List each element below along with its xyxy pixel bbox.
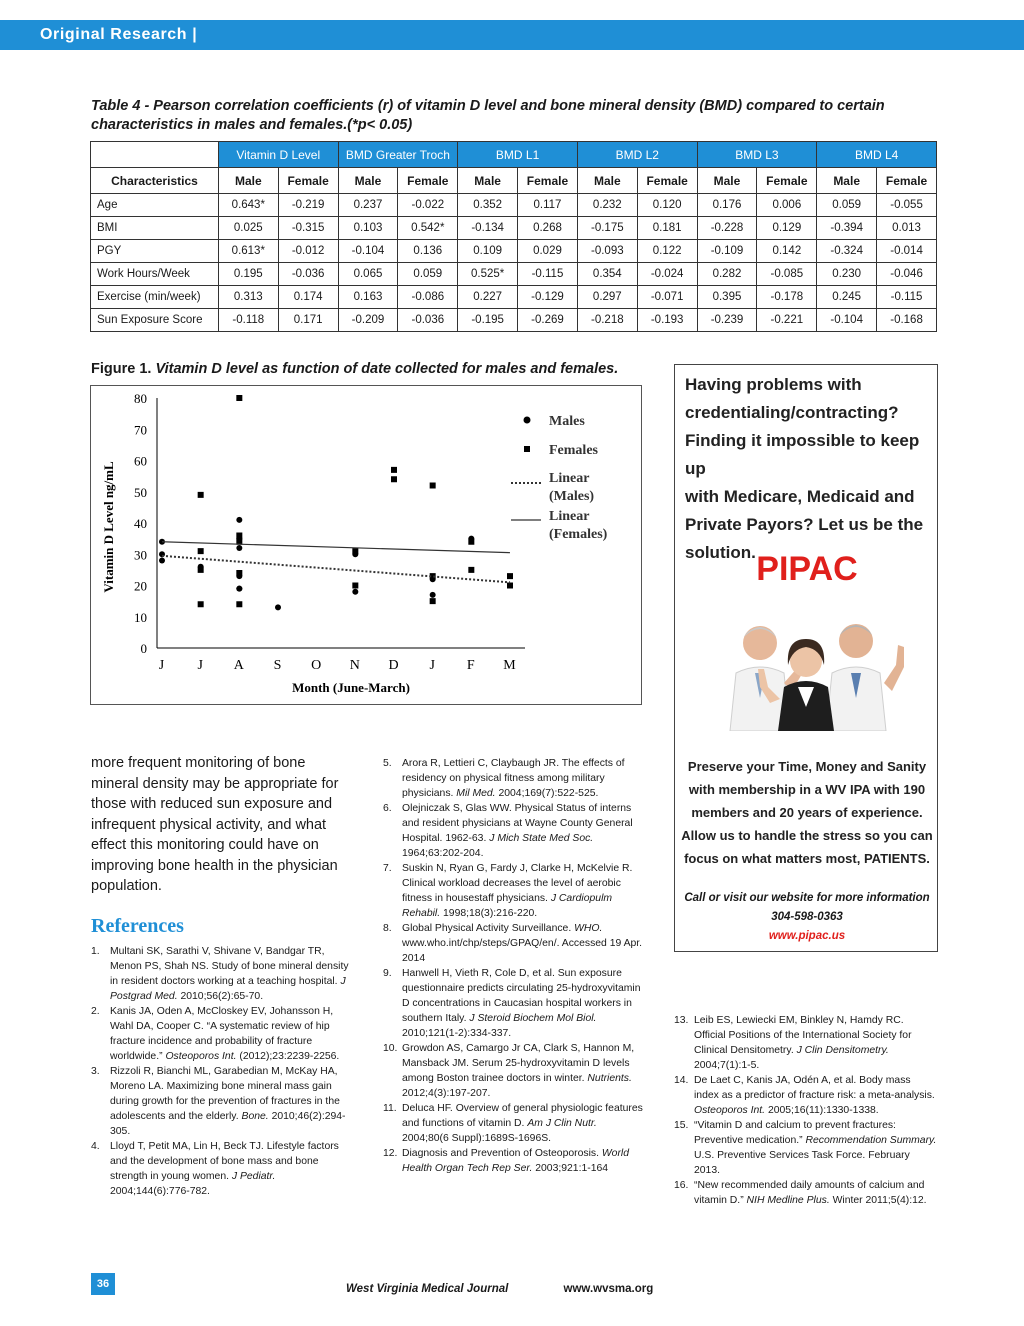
- table-cell: 0.013: [877, 217, 937, 240]
- reference-journal: J Clin Densitometry.: [796, 1045, 889, 1056]
- data-point-female: [507, 583, 513, 589]
- table-cell: 0.103: [338, 217, 398, 240]
- reference-item: [91, 1064, 353, 1139]
- data-point-female: [198, 601, 204, 607]
- table-cell: -0.239: [697, 309, 757, 332]
- group-header: BMD L1: [458, 142, 578, 168]
- reference-text: Olejniczak S, Glas WW. Physical Status of interns and resident physicians at Wayne County General Hospital. 1962-63.: [402, 803, 633, 844]
- ad-body: [681, 755, 933, 870]
- reference-citation: 2004;144(6):776-782.: [110, 1186, 210, 1197]
- y-tick-label: 70: [134, 422, 147, 438]
- table-cell: -0.394: [817, 217, 877, 240]
- table-cell: 0.352: [458, 194, 518, 217]
- data-point-female: [507, 573, 513, 579]
- reference-number: 5.: [383, 758, 392, 769]
- table-cell: -0.036: [278, 263, 338, 286]
- data-point-male: [352, 589, 358, 595]
- ad-headline-line: Having problems with: [685, 375, 862, 394]
- table-subheader-row: [91, 168, 937, 194]
- body-text: more frequent monitoring of bone mineral density may be appropriate for those with reduced sun exposure and infrequent physical activity, and what effect this monitoring could have on improving bone health in the physician population.: [91, 755, 339, 894]
- reference-number: 12.: [383, 1148, 398, 1159]
- table-cell: 0.282: [697, 263, 757, 286]
- table-cell: -0.022: [398, 194, 458, 217]
- y-tick-label: 10: [134, 609, 147, 625]
- reference-item: [383, 861, 645, 921]
- reference-citation: 2012;4(3):197-207.: [402, 1088, 491, 1099]
- x-tick-label: D: [388, 658, 400, 673]
- reference-journal: J Postgrad Med.: [110, 976, 346, 1002]
- reference-item: [674, 1178, 938, 1208]
- reference-citation: 2004;169(7):522-525.: [498, 788, 599, 799]
- data-point-female: [198, 548, 204, 554]
- reference-journal: Osteoporos Int.: [694, 1105, 766, 1116]
- table-cell: -0.315: [278, 217, 338, 240]
- reference-item: [91, 944, 353, 1004]
- reference-journal: J Pediatr.: [231, 1171, 276, 1182]
- legend-label-males: Males: [549, 414, 585, 429]
- reference-citation: 2010;46(2):294-305.: [110, 1111, 346, 1137]
- reference-item: [383, 1041, 645, 1101]
- female-header: Female: [278, 168, 338, 194]
- trendline-females: [162, 542, 510, 553]
- reference-text: Multani SK, Sarathi V, Shivane V, Bandgar TR, Menon PS, Shah NS. Study of bone mineral density in resident doctors working at a teaching hospital.: [110, 946, 349, 987]
- table-cell: 0.025: [218, 217, 278, 240]
- pipac-advertisement: [674, 364, 938, 952]
- table-cell: -0.219: [278, 194, 338, 217]
- table-corner-cell: [91, 142, 219, 168]
- table-cell: 0.313: [218, 286, 278, 309]
- reference-journal: Nutrients.: [587, 1073, 632, 1084]
- reference-journal: Am J Clin Nutr.: [527, 1118, 597, 1129]
- table-cell: -0.195: [458, 309, 518, 332]
- reference-item: [383, 801, 645, 861]
- x-axis-title: Month (June-March): [292, 680, 410, 695]
- reference-journal: NIH Medline Plus.: [746, 1195, 830, 1206]
- data-point-female: [430, 483, 436, 489]
- reference-citation: U.S. Preventive Services Task Force. February 2013.: [694, 1150, 910, 1176]
- table-cell: 0.542*: [398, 217, 458, 240]
- table-cell: -0.012: [278, 240, 338, 263]
- figure-caption: [91, 361, 618, 377]
- journal-name: West Virginia Medical Journal: [346, 1283, 509, 1295]
- reference-citation: Winter 2011;5(4):12.: [832, 1195, 927, 1206]
- table-cell: -0.129: [518, 286, 578, 309]
- row-label: Age: [91, 194, 219, 217]
- table-cell: 0.171: [278, 309, 338, 332]
- references-column-1: [91, 944, 353, 1199]
- table-cell: 0.181: [637, 217, 697, 240]
- ad-body-line: focus on what matters most, PATIENTS.: [684, 851, 930, 866]
- reference-text: Deluca HF. Overview of general physiologic features and functions of vitamin D.: [402, 1103, 643, 1129]
- table-cell: 0.117: [518, 194, 578, 217]
- data-point-male: [236, 517, 242, 523]
- reference-number: 16.: [674, 1180, 689, 1191]
- reference-number: 15.: [674, 1120, 689, 1131]
- reference-text: “Vitamin D and calcium to prevent fractures: Preventive medication.”: [694, 1120, 896, 1146]
- table-cell: -0.036: [398, 309, 458, 332]
- reference-item: [91, 1139, 353, 1199]
- table-cell: -0.115: [877, 286, 937, 309]
- ad-phone[interactable]: 304-598-0363: [771, 911, 843, 923]
- table-body: [91, 194, 937, 332]
- legend-label-females: Females: [549, 443, 598, 458]
- reference-number: 7.: [383, 863, 392, 874]
- table-cell: 0.354: [577, 263, 637, 286]
- table-row: [91, 263, 937, 286]
- ad-headline-line: Finding it impossible to keep up: [685, 431, 920, 478]
- table-cell: -0.093: [577, 240, 637, 263]
- reference-text: Diagnosis and Prevention of Osteoporosis.: [402, 1148, 599, 1159]
- table-row: [91, 240, 937, 263]
- reference-number: 11.: [383, 1103, 397, 1114]
- male-header: Male: [338, 168, 398, 194]
- table-cell: -0.046: [877, 263, 937, 286]
- x-tick-label: O: [311, 658, 323, 673]
- reference-text: “New recommended daily amounts of calcium and vitamin D.”: [694, 1180, 925, 1206]
- table-cell: 0.297: [577, 286, 637, 309]
- row-label: PGY: [91, 240, 219, 263]
- reference-citation: 2004;7(1):1-5.: [694, 1060, 760, 1071]
- page-footer: [346, 1283, 653, 1295]
- table-cell: -0.086: [398, 286, 458, 309]
- table-cell: 0.245: [817, 286, 877, 309]
- reference-journal: World Health Organ Tech Rep Ser.: [402, 1148, 629, 1174]
- row-label: BMI: [91, 217, 219, 240]
- reference-number: 3.: [91, 1066, 100, 1077]
- correlation-table: [90, 141, 937, 332]
- data-point-male: [159, 558, 165, 564]
- table-cell: -0.218: [577, 309, 637, 332]
- section-label: Original Research |: [40, 26, 198, 43]
- ad-contact: [675, 889, 939, 946]
- ad-headline-line: credentialing/contracting?: [685, 403, 899, 422]
- female-header: Female: [877, 168, 937, 194]
- vitamin-d-scatter-chart: [90, 385, 642, 705]
- reference-item: [383, 921, 645, 966]
- doctors-photo: [700, 603, 912, 731]
- reference-journal: WHO.: [574, 923, 603, 934]
- female-header: Female: [398, 168, 458, 194]
- table-cell: 0.120: [637, 194, 697, 217]
- y-tick-label: 20: [134, 578, 147, 594]
- data-point-female: [198, 567, 204, 573]
- data-point-female: [236, 570, 242, 576]
- reference-item: [383, 756, 645, 801]
- table-cell: -0.269: [518, 309, 578, 332]
- table-cell: 0.059: [817, 194, 877, 217]
- table-cell: 0.142: [757, 240, 817, 263]
- reference-item: [674, 1013, 938, 1073]
- table-cell: 0.059: [398, 263, 458, 286]
- table-cell: -0.175: [577, 217, 637, 240]
- reference-number: 1.: [91, 946, 100, 957]
- ad-brand: PIPAC: [756, 550, 858, 588]
- y-axis-title: Vitamin D Level ng/mL: [101, 461, 116, 593]
- male-header: Male: [577, 168, 637, 194]
- reference-number: 2.: [91, 1006, 100, 1017]
- reference-journal: J Cardiopulm Rehabil.: [402, 893, 613, 919]
- table-cell: 0.227: [458, 286, 518, 309]
- reference-citation: 2010;56(2):65-70.: [180, 991, 264, 1002]
- data-point-female: [352, 548, 358, 554]
- reference-item: [674, 1118, 938, 1178]
- table-cell: -0.209: [338, 309, 398, 332]
- reference-item: [383, 966, 645, 1041]
- row-label: Exercise (min/week): [91, 286, 219, 309]
- reference-citation: 2005;16(11):1330-1338.: [767, 1105, 879, 1116]
- group-header: Vitamin D Level: [218, 142, 338, 168]
- legend-marker-males: [524, 417, 531, 424]
- reference-item: [383, 1146, 645, 1176]
- table-cell: 0.232: [577, 194, 637, 217]
- reference-number: 9.: [383, 968, 392, 979]
- table-cell: -0.085: [757, 263, 817, 286]
- data-point-female: [352, 583, 358, 589]
- group-header: BMD Greater Troch: [338, 142, 458, 168]
- reference-text: Arora R, Lettieri C, Claybaugh JR. The effects of residency on physical fitness among military physicians.: [402, 758, 625, 799]
- reference-text: Hanwell H, Vieth R, Cole D, et al. Sun exposure questionnaire predicts circulating 25-hydroxyvitamin D concentrations in Caucasian hospital workers in southern Italy.: [402, 968, 641, 1024]
- table-cell: 0.174: [278, 286, 338, 309]
- reference-number: 13.: [674, 1015, 689, 1026]
- table-cell: 0.065: [338, 263, 398, 286]
- table-cell: -0.168: [877, 309, 937, 332]
- reference-text: Rizzoli R, Bianchi ML, Garabedian M, McKay HA, Moreno LA. Maximizing bone mineral mass gain during growth for the prevention of fractures in the adolescents and the elderly.: [110, 1066, 340, 1122]
- ad-url-link[interactable]: www.pipac.us: [768, 930, 846, 942]
- data-point-female: [430, 598, 436, 604]
- table-row: [91, 309, 937, 332]
- reference-text: Kanis JA, Oden A, McCloskey EV, Johansson H, Wahl DA, Cooper C. “A systematic review of hip fracture incidence and probability of fracture worldwide.”: [110, 1006, 334, 1062]
- ad-body-line: with membership in a WV IPA with 190: [688, 782, 926, 797]
- table-cell: -0.014: [877, 240, 937, 263]
- reference-citation: 1964;63:202-204.: [402, 848, 484, 859]
- male-header: Male: [218, 168, 278, 194]
- x-tick-label: S: [273, 658, 283, 673]
- ad-body-line: Allow us to handle the stress so you can: [681, 828, 933, 843]
- legend-marker-females: [524, 446, 530, 452]
- figure-title: Vitamin D level as function of date collected for males and females.: [155, 361, 619, 377]
- table-group-header-row: [91, 142, 937, 168]
- table-cell: -0.221: [757, 309, 817, 332]
- x-tick-label: J: [158, 658, 166, 673]
- table-row: [91, 286, 937, 309]
- reference-journal: J Steroid Biochem Mol Biol.: [469, 1013, 597, 1024]
- table-caption: Table 4 - Pearson correlation coefficients (r) of vitamin D level and bone mineral density (BMD) compared to certain characteristics in males and females.(*p< 0.05): [91, 98, 885, 133]
- data-point-female: [198, 492, 204, 498]
- table-cell: 0.163: [338, 286, 398, 309]
- y-tick-label: 60: [134, 453, 147, 469]
- table-cell: 0.129: [757, 217, 817, 240]
- ad-body-line: Preserve your Time, Money and Sanity: [687, 759, 927, 774]
- characteristics-header: Characteristics: [91, 168, 219, 194]
- data-point-female: [391, 467, 397, 473]
- reference-number: 4.: [91, 1141, 100, 1152]
- reference-item: [91, 1004, 353, 1064]
- x-tick-label: M: [503, 658, 517, 673]
- reference-journal: J Mich State Med Soc.: [489, 833, 594, 844]
- group-header: BMD L4: [817, 142, 937, 168]
- data-point-female: [468, 567, 474, 573]
- ad-headline-line: Private Payors? Let us be the: [685, 515, 924, 534]
- ad-headline: [685, 371, 930, 567]
- reference-text: Suskin N, Ryan G, Fardy J, Clarke H, McKelvie R. Clinical workload decreases the level of aerobic fitness in housestaff physicians.: [402, 863, 633, 904]
- table-cell: 0.176: [697, 194, 757, 217]
- legend-label-linear-females: Linear (Females): [549, 509, 608, 542]
- reference-item: [383, 1101, 645, 1146]
- table-row: [91, 194, 937, 217]
- table-cell: 0.395: [697, 286, 757, 309]
- male-header: Male: [817, 168, 877, 194]
- y-tick-label: 50: [134, 484, 147, 500]
- references-column-2: [383, 756, 645, 1176]
- data-point-male: [275, 604, 281, 610]
- data-point-male: [236, 586, 242, 592]
- row-label: Work Hours/Week: [91, 263, 219, 286]
- table-cell: 0.643*: [218, 194, 278, 217]
- reference-number: 14.: [674, 1075, 689, 1086]
- table-cell: -0.178: [757, 286, 817, 309]
- reference-number: 10.: [383, 1043, 398, 1054]
- reference-journal: Mil Med.: [456, 788, 496, 799]
- figure-label: Figure 1.: [91, 361, 152, 377]
- data-point-female: [236, 395, 242, 401]
- reference-text: De Laet C, Kanis JA, Odén A, et al. Body mass index as a predictor of fracture risk: a meta-analysis.: [694, 1075, 935, 1101]
- y-tick-label: 0: [140, 641, 147, 656]
- table-cell: 0.230: [817, 263, 877, 286]
- reference-journal: Osteoporos Int.: [165, 1051, 237, 1062]
- group-header: BMD L2: [577, 142, 697, 168]
- table-row: [91, 217, 937, 240]
- reference-citation: 2010;121(1-2):334-337.: [402, 1028, 512, 1039]
- journal-url[interactable]: www.wvsma.org: [563, 1283, 654, 1295]
- table-cell: -0.109: [697, 240, 757, 263]
- female-header: Female: [757, 168, 817, 194]
- data-point-female: [236, 601, 242, 607]
- ad-body-line: members and 20 years of experience.: [691, 805, 923, 820]
- y-tick-label: 80: [134, 391, 147, 406]
- y-tick-label: 40: [134, 516, 147, 531]
- table-cell: 0.006: [757, 194, 817, 217]
- table-cell: -0.228: [697, 217, 757, 240]
- female-header: Female: [518, 168, 578, 194]
- table-cell: 0.525*: [458, 263, 518, 286]
- ad-headline-line: solution.: [685, 543, 756, 562]
- row-label: Sun Exposure Score: [91, 309, 219, 332]
- reference-journal: Recommendation Summary.: [805, 1135, 937, 1146]
- table-cell: 0.268: [518, 217, 578, 240]
- reference-text: Lloyd T, Petit MA, Lin H, Beck TJ. Lifestyle factors and the development of bone mass and bone strength in young women.: [110, 1141, 339, 1182]
- legend-label-linear-males: Linear (Males): [549, 471, 595, 504]
- reference-citation: 2003;921:1-164: [535, 1163, 609, 1174]
- reference-number: 6.: [383, 803, 392, 814]
- table-cell: -0.055: [877, 194, 937, 217]
- data-point-female: [236, 533, 242, 539]
- reference-citation: 1998;18(3):216-220.: [443, 908, 538, 919]
- section-header-bar: [0, 20, 1024, 50]
- trendline-males: [162, 556, 510, 583]
- table-cell: -0.134: [458, 217, 518, 240]
- x-tick-label: N: [349, 658, 361, 673]
- reference-item: [674, 1073, 938, 1118]
- reference-text: Growdon AS, Camargo Jr CA, Clark S, Hannon M, Mansback JM. Serum 25-hydroxyvitamin D levels among Boston trainee doctors in winter.: [402, 1043, 635, 1084]
- references-heading: References: [91, 915, 184, 937]
- table-cell: -0.024: [637, 263, 697, 286]
- reference-text: Leib ES, Lewiecki EM, Binkley N, Hamdy RC. Official Positions of the International Society for Clinical Densitometry.: [694, 1015, 912, 1056]
- x-tick-label: A: [233, 658, 245, 673]
- table-cell: 0.195: [218, 263, 278, 286]
- table-cell: -0.324: [817, 240, 877, 263]
- reference-text: Global Physical Activity Surveillance.: [402, 923, 572, 934]
- x-tick-label: F: [466, 658, 476, 673]
- x-tick-label: J: [197, 658, 204, 673]
- data-point-female: [391, 476, 397, 482]
- table-cell: -0.115: [518, 263, 578, 286]
- table-cell: 0.237: [338, 194, 398, 217]
- table-cell: 0.109: [458, 240, 518, 263]
- ad-call-text: Call or visit our website for more information: [684, 892, 930, 904]
- table-cell: -0.118: [218, 309, 278, 332]
- table-cell: 0.136: [398, 240, 458, 263]
- page-number: 36: [91, 1273, 115, 1295]
- reference-journal: Bone.: [241, 1111, 269, 1122]
- data-point-male: [236, 545, 242, 551]
- ad-headline-line: with Medicare, Medicaid and: [685, 487, 915, 506]
- female-header: Female: [637, 168, 697, 194]
- table-cell: 0.613*: [218, 240, 278, 263]
- table-cell: -0.104: [338, 240, 398, 263]
- data-point-female: [468, 539, 474, 545]
- reference-number: 8.: [383, 923, 392, 934]
- data-point-male: [430, 592, 436, 598]
- x-tick-label: J: [429, 658, 436, 673]
- y-tick-label: 30: [134, 547, 147, 563]
- table-cell: 0.122: [637, 240, 697, 263]
- reference-citation: 2004;80(6 Suppl):1689S-1696S.: [402, 1133, 552, 1144]
- table-cell: -0.071: [637, 286, 697, 309]
- group-header: BMD L3: [697, 142, 817, 168]
- male-header: Male: [697, 168, 757, 194]
- chart-svg: [91, 386, 641, 704]
- table-cell: 0.029: [518, 240, 578, 263]
- table-cell: -0.104: [817, 309, 877, 332]
- male-header: Male: [458, 168, 518, 194]
- reference-citation: www.who.int/chp/steps/GPAQ/en/. Accessed 19 Apr. 2014: [402, 938, 643, 964]
- reference-citation: (2012);23:2239-2256.: [239, 1051, 340, 1062]
- references-column-3: [674, 1013, 938, 1208]
- table-cell: -0.193: [637, 309, 697, 332]
